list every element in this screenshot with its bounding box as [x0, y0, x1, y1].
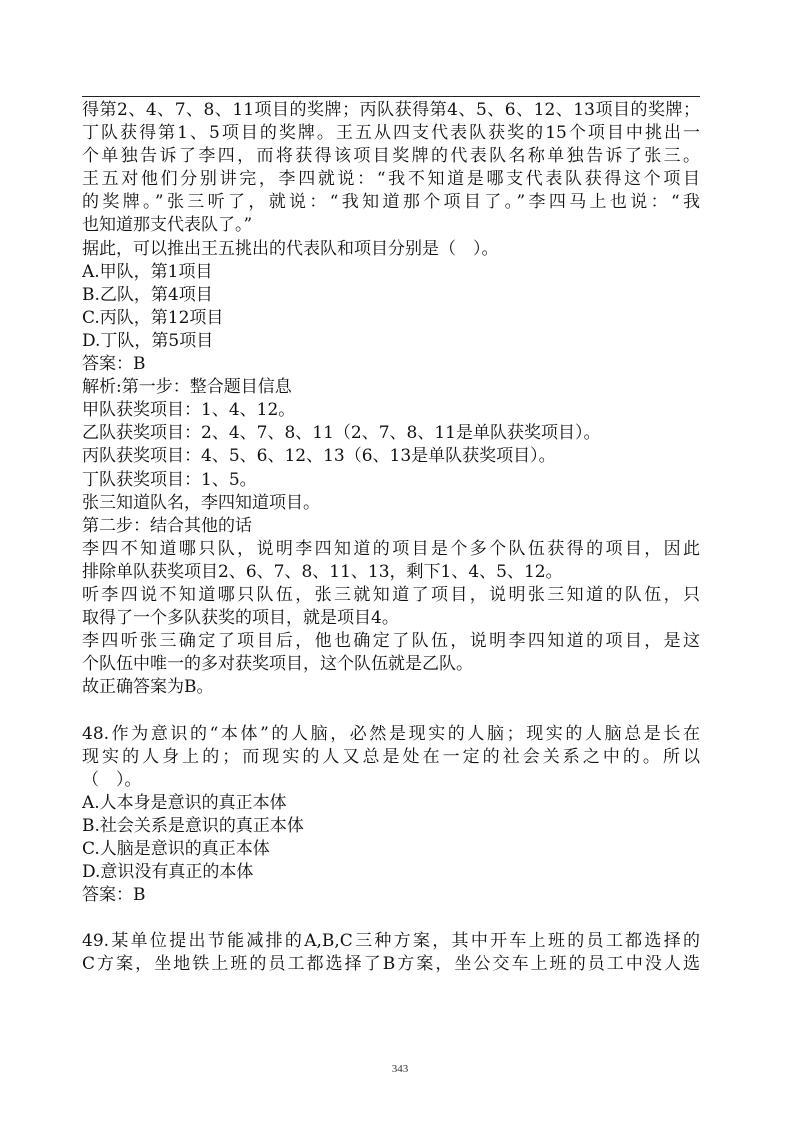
analysis-line: 李四听张三确定了项目后，他也确定了队伍，说明李四知道的项目，是这	[82, 631, 700, 652]
blank-line	[82, 907, 706, 930]
analysis-line: 丁队获奖项目：1、5。	[82, 469, 257, 490]
question-47-answer: 答案：B	[82, 354, 146, 375]
analysis-line: 取得了一个多队获奖的项目，就是项目4。	[82, 608, 399, 629]
question-48-answer: 答案：B	[82, 885, 146, 906]
stem-line: 的奖牌。”张三听了，就说：“我知道那个项目了。”李四马上也说：“我	[82, 192, 700, 213]
page-number: 343	[391, 1063, 409, 1075]
option-c: C.人脑是意识的真正本体	[82, 839, 270, 859]
option-c: C.丙队，第12项目	[82, 307, 224, 328]
page-body	[82, 99, 706, 977]
option-b: B.乙队，第4项目	[82, 284, 213, 305]
option-d: D.丁队，第5项目	[82, 330, 214, 351]
question-47-stem	[82, 99, 706, 261]
blank-line	[82, 699, 706, 722]
option-b: B.社会关系是意识的真正本体	[82, 815, 304, 836]
question-47-analysis	[82, 376, 706, 699]
question-47	[82, 99, 706, 699]
stem-line: 丁队获得第1、5项目的奖牌。王五从四支代表队获奖的15个项目中挑出一	[82, 123, 700, 144]
analysis-line: 个队伍中唯一的多对获奖项目，这个队伍就是乙队。	[82, 654, 473, 675]
question-48	[82, 723, 706, 908]
stem-line: 现实的人身上的；而现实的人又总是处在一定的社会关系之中的。所以	[82, 746, 700, 767]
stem-line: 得第2、4、7、8、11项目的奖牌；丙队获得第4、5、6、12、13项目的奖牌；	[82, 100, 700, 120]
stem-line: （ ）。	[82, 769, 142, 790]
stem-line: C方案，坐地铁上班的员工都选择了B方案，坐公交车上班的员工中没人选	[82, 954, 700, 975]
question-48-stem	[82, 723, 706, 792]
question-47-options	[82, 261, 706, 353]
header-rule	[82, 96, 700, 97]
stem-line: 48.作为意识的“本体”的人脑，必然是现实的人脑；现实的人脑总是长在	[82, 723, 700, 744]
option-a: A.人本身是意识的真正本体	[82, 792, 287, 813]
analysis-line: 排除单队获奖项目2、6、7、8、11、13，剩下1、4、5、12。	[82, 561, 563, 582]
analysis-line: 甲队获奖项目：1、4、12。	[82, 400, 296, 421]
analysis-line: 故正确答案为B。	[82, 677, 214, 698]
question-49-stem	[82, 930, 706, 976]
question-49	[82, 930, 706, 976]
stem-line: 王五对他们分别讲完，李四就说：“我不知道是哪支代表队获得这个项目	[82, 169, 700, 190]
analysis-line: 解析:第一步：整合题目信息	[82, 377, 292, 398]
question-48-options	[82, 792, 706, 884]
analysis-line: 丙队获奖项目：4、5、6、12、13（6、13是单队获奖项目）。	[82, 446, 556, 467]
option-a: A.甲队，第1项目	[82, 261, 213, 282]
analysis-line: 张三知道队名，李四知道项目。	[82, 492, 320, 513]
stem-line: 也知道那支代表队了。”	[82, 215, 253, 236]
stem-line: 49.某单位提出节能减排的A,B,C三种方案，其中开车上班的员工都选择的	[82, 931, 700, 952]
analysis-line: 李四不知道哪只队，说明李四知道的项目是个多个队伍获得的项目，因此	[82, 538, 700, 559]
analysis-line: 第二步：结合其他的话	[82, 515, 252, 536]
stem-line: 个单独告诉了李四，而将获得该项目奖牌的代表队名称单独告诉了张三。	[82, 146, 700, 167]
stem-line: 据此，可以推出王五挑出的代表队和项目分别是（ ）。	[82, 238, 499, 259]
analysis-line: 听李四说不知道哪只队伍，张三就知道了项目，说明张三知道的队伍，只	[82, 584, 700, 605]
option-d: D.意识没有真正的本体	[82, 862, 254, 883]
analysis-line: 乙队获奖项目：2、4、7、8、11（2、7、8、11是单队获奖项目）。	[82, 423, 601, 444]
